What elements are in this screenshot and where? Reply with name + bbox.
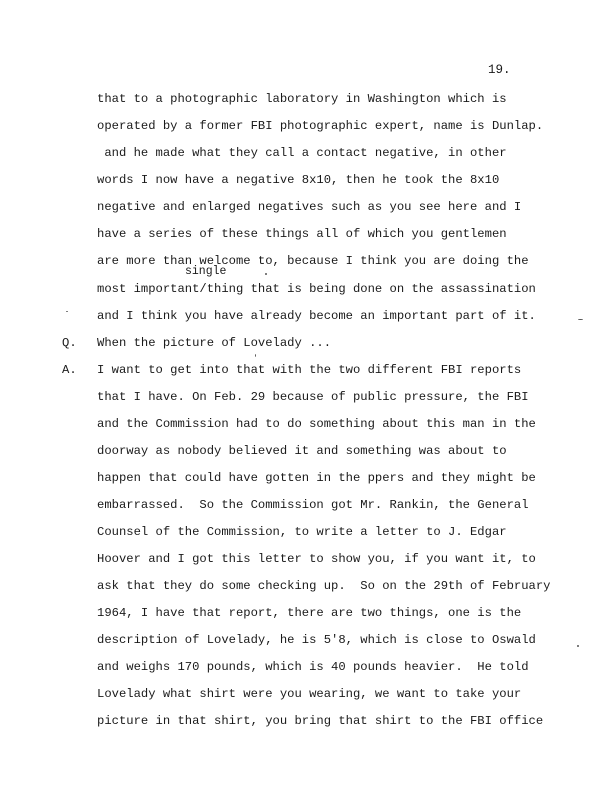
scan-speck	[265, 273, 267, 275]
text-line: have a series of these things all of which you gentlemen	[97, 227, 507, 241]
text-line: operated by a former FBI photographic expert, name is Dunlap.	[97, 119, 544, 133]
question-marker: Q.	[62, 336, 77, 350]
scan-speck	[578, 319, 583, 320]
interlinear-insert: single	[185, 265, 227, 278]
text-line: When the picture of Lovelady ...	[97, 336, 332, 350]
text-line: happen that could have gotten in the ppers and they might be	[97, 471, 536, 485]
text-line: and weighs 170 pounds, which is 40 pounds heavier. He told	[97, 660, 529, 674]
text-line: Lovelady what shirt were you wearing, we want to take your	[97, 687, 522, 701]
text-line: description of Lovelady, he is 5'8, which is close to Oswald	[97, 633, 536, 647]
page-number: 19.	[488, 63, 511, 77]
scan-speck	[255, 354, 256, 357]
text-line: and he made what they call a contact negative, in other	[97, 146, 507, 160]
text-line: ask that they do some checking up. So on the 29th of February	[97, 579, 551, 593]
scan-speck	[577, 645, 579, 647]
text-line: Hoover and I got this letter to show you, if you want it, to	[97, 552, 536, 566]
text-line: negative and enlarged negatives such as you see here and I	[97, 200, 522, 214]
text-line: picture in that shirt, you bring that shirt to the FBI office	[97, 714, 544, 728]
text-line: embarrassed. So the Commission got Mr. Rankin, the General	[97, 498, 529, 512]
text-line: doorway as nobody believed it and something was about to	[97, 444, 507, 458]
answer-marker: A.	[62, 363, 77, 377]
text-line: and I think you have already become an important part of it.	[97, 309, 536, 323]
text-line: words I now have a negative 8x10, then he took the 8x10	[97, 173, 500, 187]
scan-speck	[66, 311, 68, 312]
text-line: that I have. On Feb. 29 because of public pressure, the FBI	[97, 390, 529, 404]
text-line: most important/thing that is being done on the assassination	[97, 282, 536, 296]
text-line: I want to get into that with the two different FBI reports	[97, 363, 522, 377]
text-line: and the Commission had to do something about this man in the	[97, 417, 536, 431]
text-line: Counsel of the Commission, to write a letter to J. Edgar	[97, 525, 507, 539]
text-line: 1964, I have that report, there are two things, one is the	[97, 606, 522, 620]
text-line: that to a photographic laboratory in Washington which is	[97, 92, 507, 106]
text-line: are more than welcome to, because I think you are doing the	[97, 254, 529, 268]
